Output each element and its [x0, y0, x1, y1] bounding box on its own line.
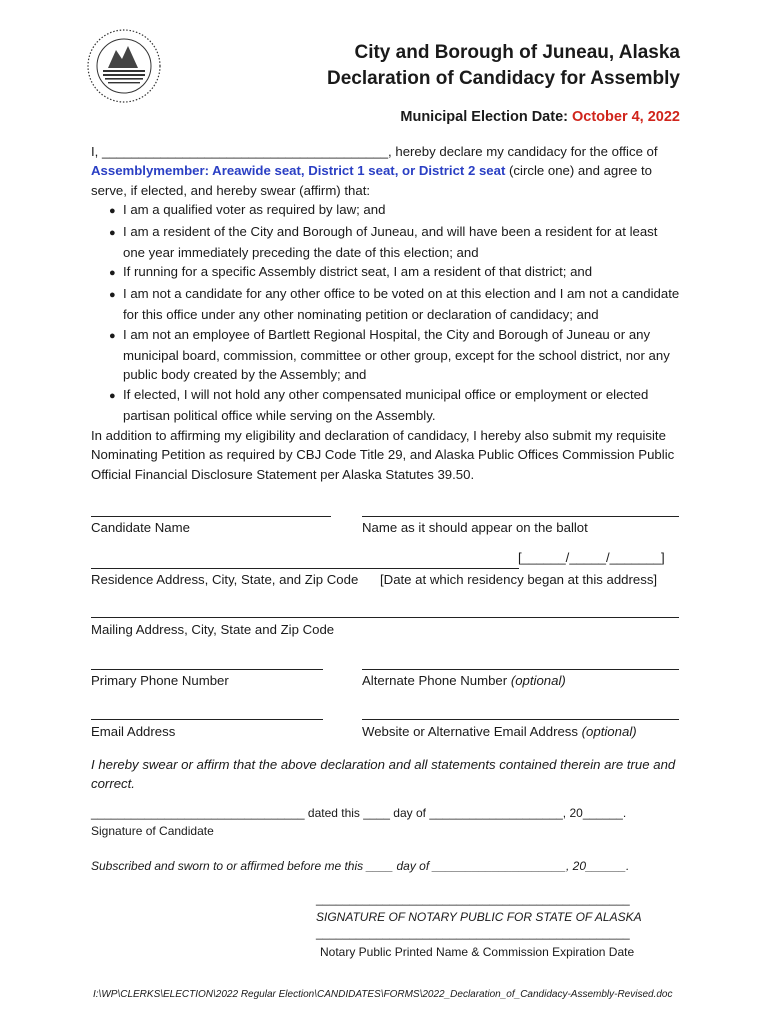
candidate-signature-label: Signature of Candidate: [91, 824, 214, 838]
juneau-seal-icon: [86, 28, 162, 104]
residence-address-field[interactable]: [91, 568, 519, 569]
oath-item: ● If elected, I will not hold any other compensated municipal office or employment or elected partisan political office while serving on the Assembly.: [109, 386, 649, 424]
email-label: Email Address: [91, 724, 176, 739]
email-field[interactable]: [91, 719, 323, 720]
candidate-name-blank[interactable]: _______________________________________: [102, 144, 389, 159]
title-line-1: City and Borough of Juneau, Alaska: [354, 42, 680, 63]
bullet-icon: ●: [109, 226, 116, 239]
notary-subscribed-line[interactable]: Subscribed and sworn to or affirmed before me this ____ day of ____________________, 20______.: [91, 859, 630, 873]
alternate-phone-field[interactable]: [362, 669, 679, 670]
form-title: [327, 40, 680, 92]
alternate-phone-text: Alternate Phone Number: [362, 673, 511, 688]
election-date-label: Municipal Election Date:: [400, 109, 572, 125]
alternate-phone-label: [362, 673, 566, 688]
affirmation-statement: I hereby swear or affirm that the above declaration and all statements contained therein are true and correct.: [91, 757, 676, 792]
declaration-paragraph: [91, 142, 683, 200]
notary-name-label: Notary Public Printed Name & Commission Expiration Date: [320, 945, 635, 959]
bullet-icon: ●: [109, 267, 116, 280]
residence-address-label: Residence Address, City, State, and Zip Code: [91, 572, 359, 587]
primary-phone-label: Primary Phone Number: [91, 673, 229, 688]
website-field[interactable]: [362, 719, 679, 720]
submission-paragraph: In addition to affirming my eligibility and declaration of candidacy, I hereby also submit my requisite Nominating Petition as required by CBJ Code Title 29, and Alaska Public Offices Commission Public Official Financial Disclosure Statement per Alaska Statutes 39.50.: [91, 427, 675, 482]
website-label: [362, 724, 637, 739]
candidate-name-label: Candidate Name: [91, 520, 190, 535]
oath-item: ● I am a resident of the City and Borough of Juneau, and will have been a resident for at least one year immediately preceding the date of this election; and: [109, 223, 658, 261]
residency-date-field[interactable]: [______/_____/_______]: [518, 550, 665, 565]
oath-list: [91, 200, 683, 425]
title-line-2: Declaration of Candidacy for Assembly: [326, 68, 680, 89]
declaration-prefix: I,: [91, 144, 102, 159]
oath-item: ● I am not an employee of Bartlett Regional Hospital, the City and Borough of Juneau or any municipal board, commission, committee or other group, except for the school district, nor any public body created by the Assembly; and: [109, 326, 670, 383]
mailing-address-field[interactable]: [91, 617, 679, 618]
mailing-address-label: Mailing Address, City, State and Zip Code: [91, 622, 335, 637]
residency-date-label: [Date at which residency began at this address]: [380, 572, 658, 587]
oath-item: ● I am a qualified voter as required by law; and: [91, 200, 683, 221]
ballot-name-field[interactable]: [362, 516, 679, 517]
declaration-text-2: (circle one) and agree to serve, if elected, and hereby swear (affirm) that:: [91, 163, 652, 198]
bullet-icon: ●: [109, 389, 116, 402]
bullet-icon: ●: [109, 329, 116, 342]
declaration-text: , hereby declare my candidacy for the office of: [388, 144, 658, 159]
website-text: Website or Alternative Email Address: [362, 724, 582, 739]
bullet-icon: ●: [109, 288, 116, 301]
declaration-body: [91, 142, 683, 484]
notary-signature-line[interactable]: _______________________________________________: [316, 892, 630, 906]
city-seal: [86, 28, 162, 104]
document-path-footer: I:\WP\CLERKS\ELECTION\2022 Regular Election\CANDIDATES\FORMS\2022_Declaration_of_Candidacy-Assembly-Revised.doc: [93, 989, 673, 1000]
optional-tag: (optional): [510, 673, 566, 688]
ballot-name-label: Name as it should appear on the ballot: [362, 520, 588, 535]
notary-signature-label: SIGNATURE OF NOTARY PUBLIC FOR STATE OF ALASKA: [316, 910, 642, 924]
election-date: October 4, 2022: [572, 109, 680, 125]
oath-item: ● I am not a candidate for any other office to be voted on at this election and I am not a candidate for this office under any other nominating petition or declaration of candidacy; and: [109, 285, 680, 323]
notary-name-line[interactable]: _______________________________________________: [316, 926, 630, 940]
candidate-signature-line[interactable]: ________________________________ dated this ____ day of ____________________, 20______.: [91, 806, 627, 820]
office-seat-options[interactable]: Assemblymember: Areawide seat, District 1 seat, or District 2 seat: [91, 163, 506, 179]
bullet-icon: ●: [109, 205, 116, 218]
optional-tag: (optional): [581, 724, 637, 739]
election-date-line: [400, 109, 680, 125]
oath-item: ● If running for a specific Assembly district seat, I am a resident of that district; and: [91, 262, 683, 283]
candidate-name-field[interactable]: [91, 516, 331, 517]
primary-phone-field[interactable]: [91, 669, 323, 670]
